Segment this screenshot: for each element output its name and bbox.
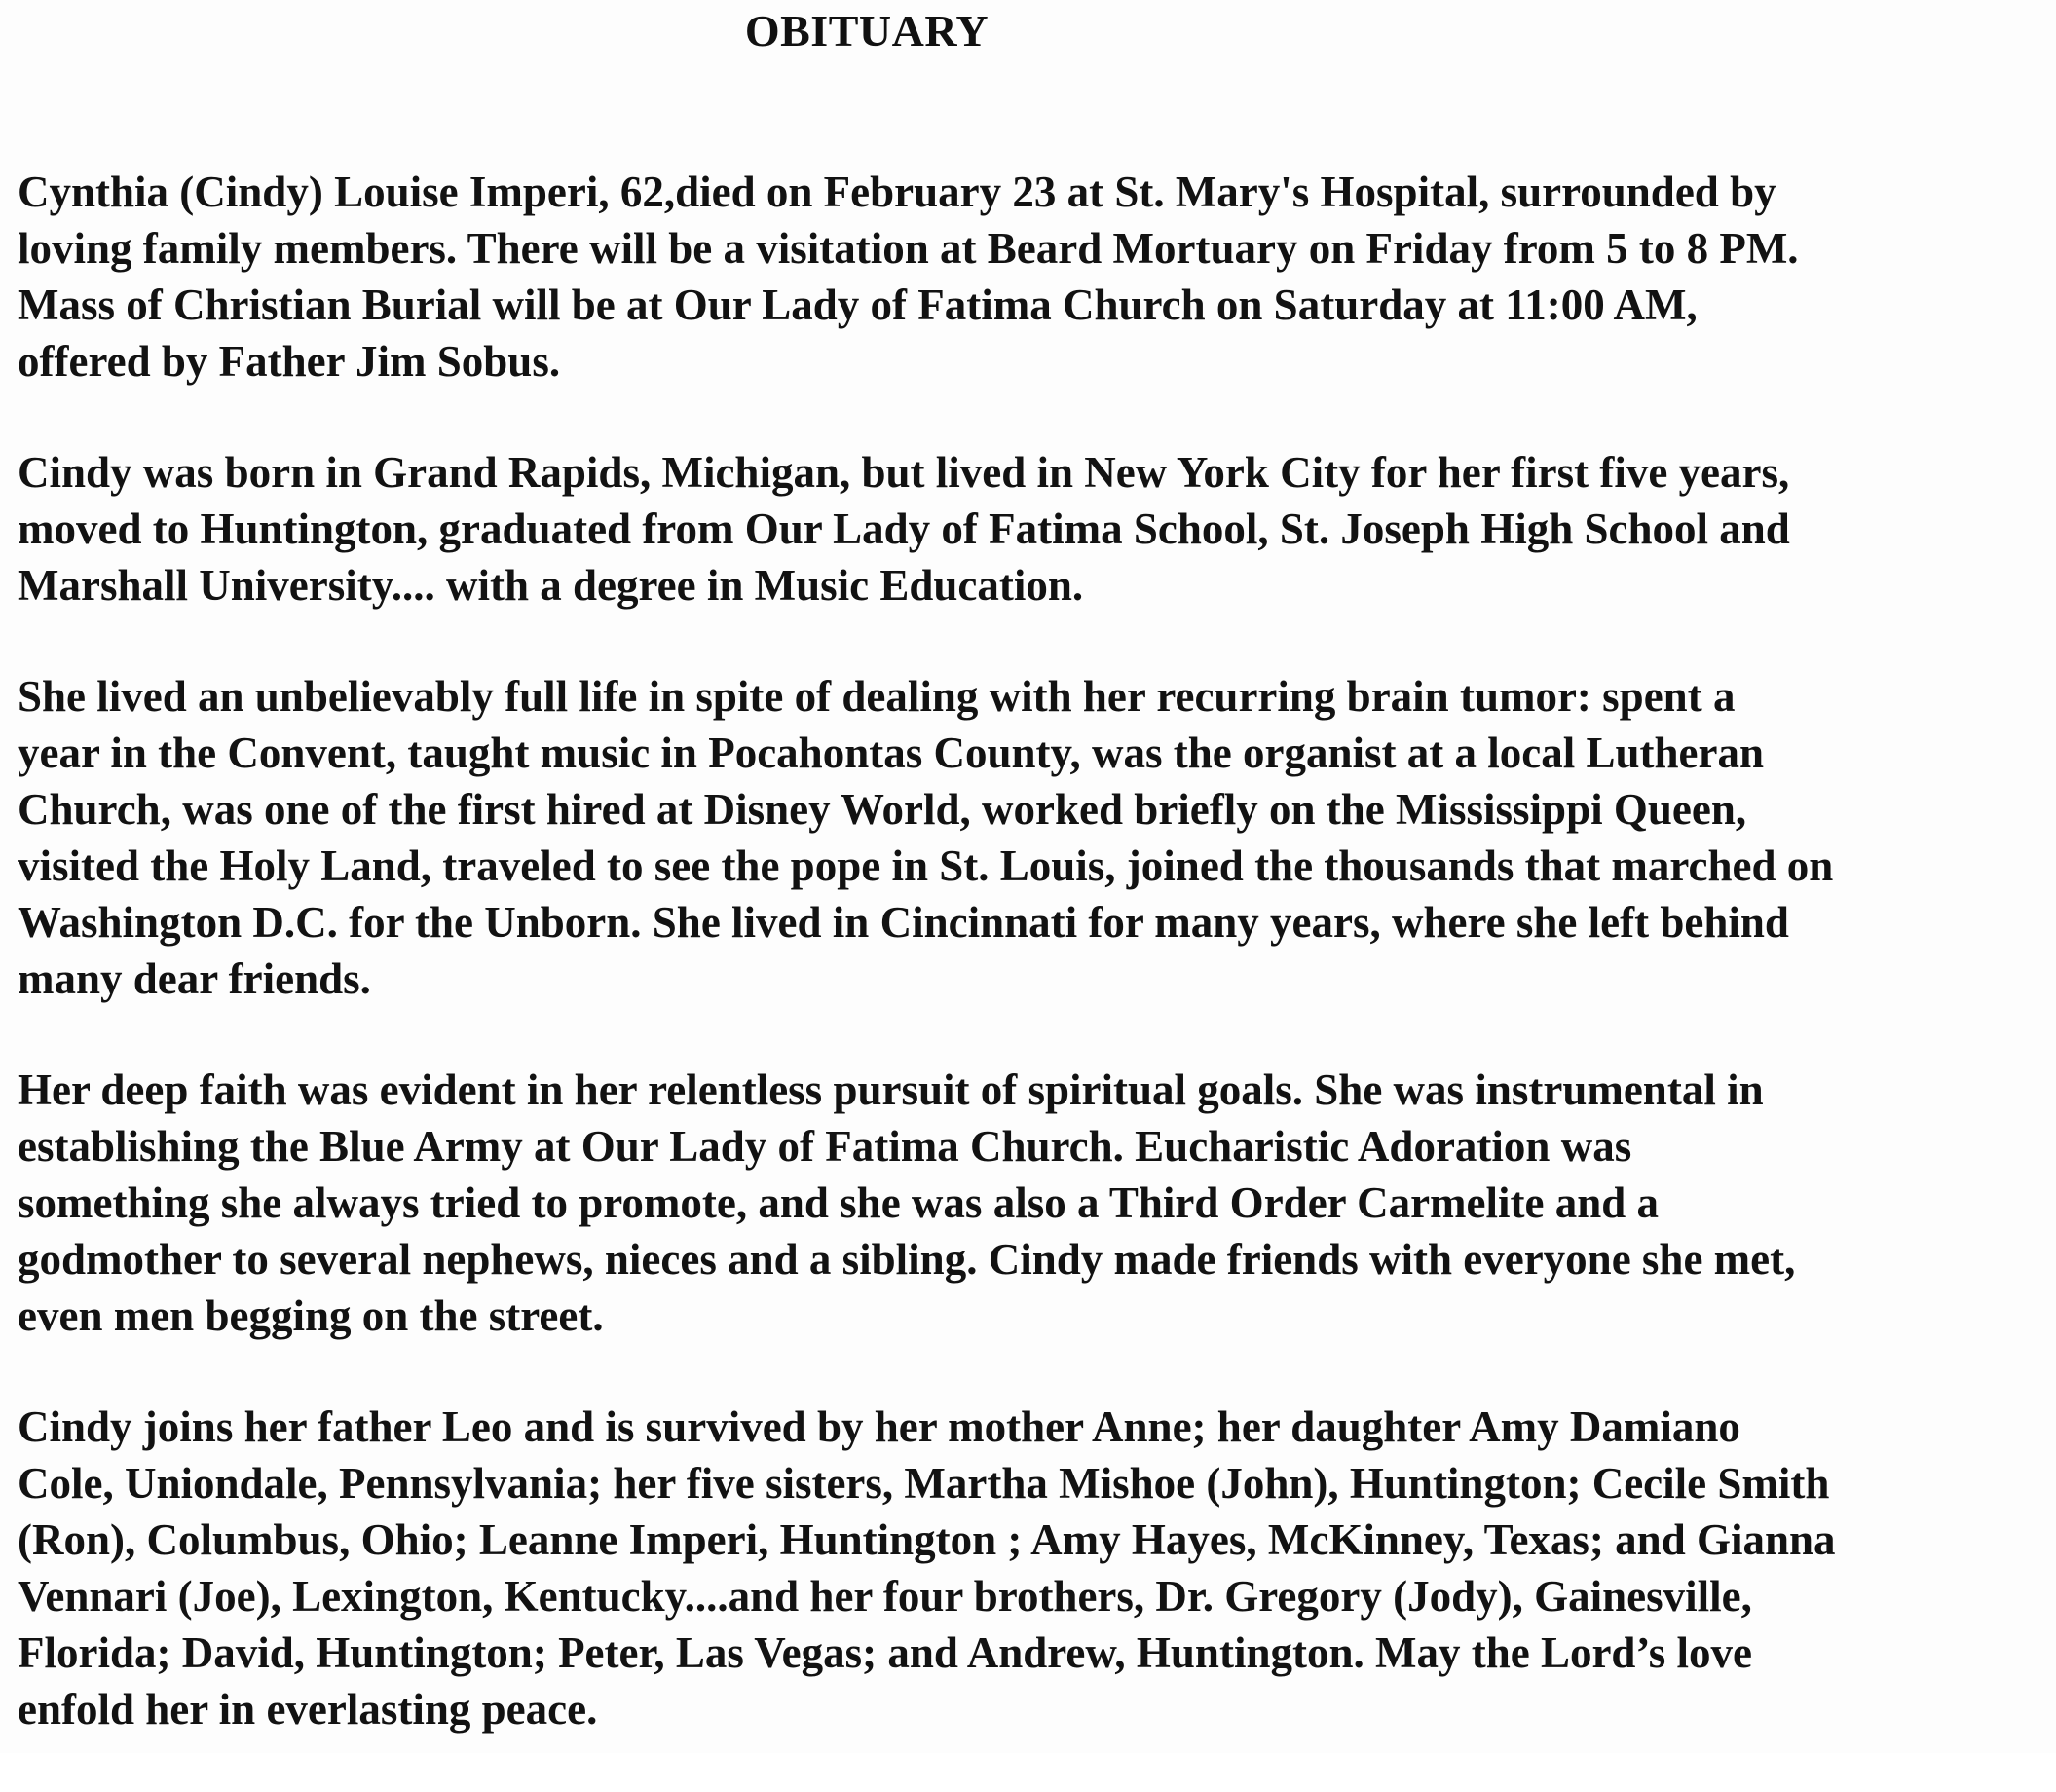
text-line: Cynthia (Cindy) Louise Imperi, 62,died on February 23 at St. Mary's Hospital, surrounded by bbox=[18, 168, 1776, 216]
paragraph-survivors bbox=[18, 1399, 2048, 1737]
obituary-body bbox=[18, 164, 2048, 1792]
text-line: offered by Father Jim Sobus. bbox=[18, 337, 561, 386]
text-line: establishing the Blue Army at Our Lady of Fatima Church. Eucharistic Adoration was bbox=[18, 1122, 1632, 1171]
text-line: Her deep faith was evident in her relentless pursuit of spiritual goals. She was instrumental in bbox=[18, 1065, 1764, 1114]
text-line: year in the Convent, taught music in Pocahontas County, was the organist at a local Lutheran bbox=[18, 728, 1765, 777]
text-line: Cole, Uniondale, Pennsylvania; her five sisters, Martha Mishoe (John), Huntington; Cecile Smith bbox=[18, 1459, 1830, 1508]
text-line: Vennari (Joe), Lexington, Kentucky....and her four brothers, Dr. Gregory (Jody), Gainesville, bbox=[18, 1572, 1752, 1621]
text-line: moved to Huntington, graduated from Our Lady of Fatima School, St. Joseph High School and bbox=[18, 504, 1790, 553]
text-line: She lived an unbelievably full life in spite of dealing with her recurring brain tumor: spent a bbox=[18, 672, 1736, 721]
text-line: enfold her in everlasting peace. bbox=[18, 1685, 598, 1734]
text-line: many dear friends. bbox=[18, 954, 371, 1003]
text-line: Cindy was born in Grand Rapids, Michigan, but lived in New York City for her first five years, bbox=[18, 448, 1790, 497]
text-line: even men begging on the street. bbox=[18, 1291, 604, 1340]
text-line: Washington D.C. for the Unborn. She lived in Cincinnati for many years, where she left behind bbox=[18, 898, 1789, 947]
text-line: Mass of Christian Burial will be at Our Lady of Fatima Church on Saturday at 11:00 AM, bbox=[18, 280, 1698, 329]
text-line: (Ron), Columbus, Ohio; Leanne Imperi, Huntington ; Amy Hayes, McKinney, Texas; and Gianna bbox=[18, 1515, 1836, 1564]
text-line: godmother to several nephews, nieces and a sibling. Cindy made friends with everyone she met, bbox=[18, 1235, 1796, 1284]
paragraph-service-details bbox=[18, 164, 2048, 390]
text-line: Marshall University.... with a degree in Music Education. bbox=[18, 561, 1084, 610]
paragraph-faith bbox=[18, 1062, 2048, 1344]
text-line: visited the Holy Land, traveled to see the pope in St. Louis, joined the thousands that marched on bbox=[18, 841, 1834, 890]
text-line: Church, was one of the first hired at Disney World, worked briefly on the Mississippi Queen, bbox=[18, 785, 1747, 834]
text-line: loving family members. There will be a visitation at Beard Mortuary on Friday from 5 to 8 PM. bbox=[18, 224, 1799, 273]
paragraph-life-experiences bbox=[18, 668, 2048, 1007]
paragraph-early-life bbox=[18, 444, 2048, 614]
text-line: Cindy joins her father Leo and is survived by her mother Anne; her daughter Amy Damiano bbox=[18, 1402, 1740, 1451]
text-line: Florida; David, Huntington; Peter, Las Vegas; and Andrew, Huntington. May the Lord’s love bbox=[18, 1628, 1753, 1677]
text-line: something she always tried to promote, and she was also a Third Order Carmelite and a bbox=[18, 1178, 1660, 1227]
page-title: OBITUARY bbox=[744, 6, 990, 56]
